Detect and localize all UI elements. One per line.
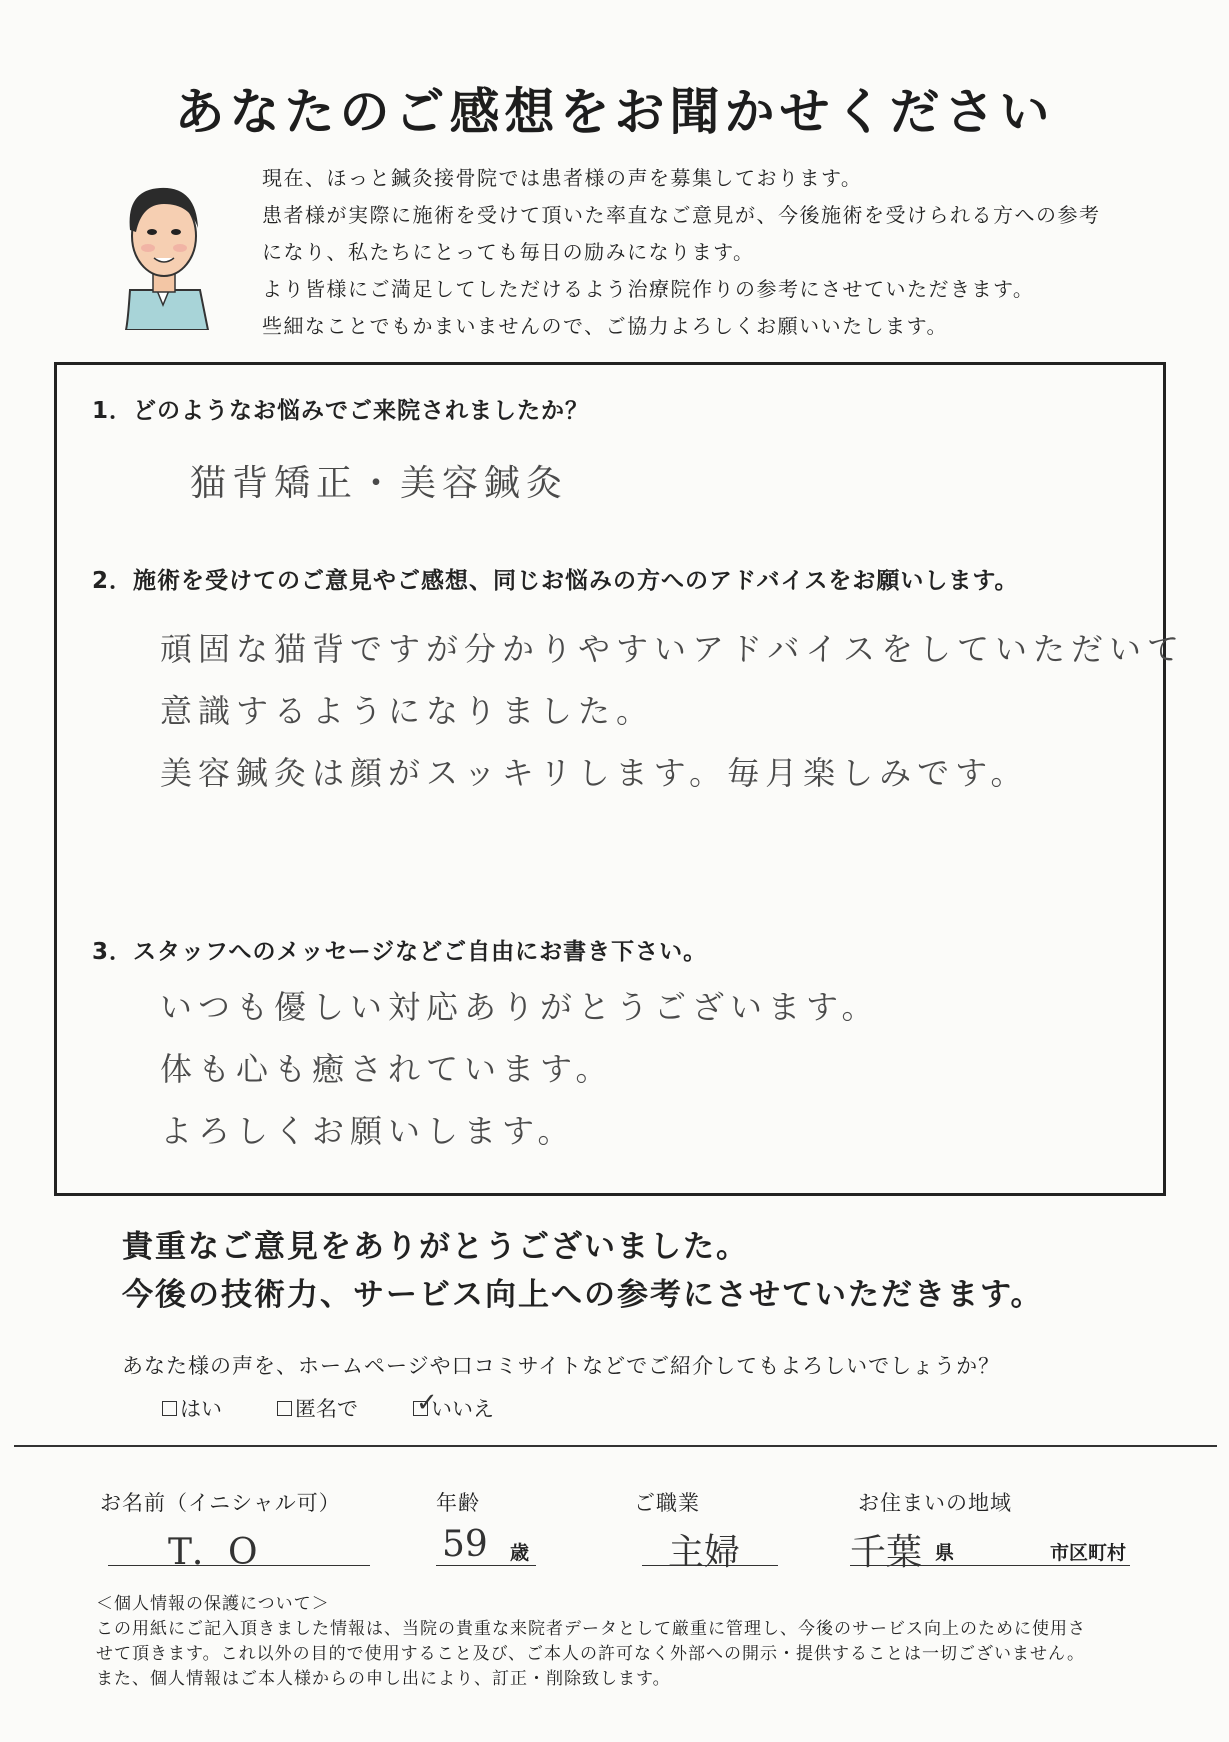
- answer-line: よろしくお願いします。: [160, 1112, 576, 1150]
- intro-line: 些細なことでもかまいませんので、ご協力よろしくお願いいたします。: [262, 314, 948, 338]
- intro-line: になり、私たちにとっても毎日の励みになります。: [262, 240, 755, 264]
- answer-line: 頑固な猫背ですが分かりやすいアドバイスをしていただいて: [160, 630, 1186, 668]
- job-label: ご職業: [634, 1491, 700, 1515]
- option-yes-label: はい: [180, 1397, 222, 1421]
- area-field-line: [850, 1565, 1130, 1566]
- age-suffix: 歳: [510, 1542, 530, 1564]
- intro-line: 現在、ほっと鍼灸接骨院では患者様の声を募集しております。: [262, 166, 863, 190]
- thanks-line: 今後の技術力、サービス向上への参考にさせていただきます。: [122, 1277, 1044, 1313]
- privacy-line: この用紙にご記入頂きました情報は、当院の貴重な来院者データとして厳重に管理し、今後のサービス向上のために使用さ: [96, 1619, 1086, 1639]
- intro-text: [262, 160, 1162, 345]
- privacy-line: せて頂きます。これ以外の目的で使用すること及び、ご本人の許可なく外部への開示・提供することは一切ございません。: [96, 1644, 1085, 1664]
- thanks-message: [122, 1223, 1044, 1319]
- area-suffix-city: 市区町村: [1050, 1542, 1127, 1564]
- question-1-answer[interactable]: 猫背矯正・美容鍼灸: [190, 463, 569, 504]
- question-3-answer[interactable]: [160, 976, 879, 1162]
- job-field-line: [642, 1565, 778, 1566]
- area-value[interactable]: 千葉: [850, 1532, 923, 1573]
- checkbox-yes[interactable]: [162, 1401, 177, 1416]
- privacy-line: また、個人情報はご本人様からの申し出により、訂正・削除致します。: [96, 1669, 671, 1689]
- checkmark-icon: ✓: [416, 1387, 438, 1418]
- area-label: お住まいの地域: [858, 1491, 1012, 1515]
- answer-line: 意識するようになりました。: [160, 692, 655, 730]
- answer-line: 体も心も癒されています。: [160, 1050, 614, 1088]
- name-label: お名前（イニシャル可）: [100, 1491, 341, 1515]
- answer-line: いつも優しい対応ありがとうございます。: [160, 988, 880, 1026]
- staff-avatar-illustration: [108, 170, 218, 330]
- area-suffix-pref: 県: [935, 1542, 955, 1564]
- intro-line: より皆様にご満足してしただけるよう治療院作りの参考にさせていただきます。: [262, 277, 1035, 301]
- age-label: 年齢: [436, 1491, 480, 1515]
- name-value[interactable]: T．O: [168, 1532, 258, 1573]
- checkbox-no[interactable]: [413, 1387, 438, 1418]
- job-value[interactable]: 主婦: [668, 1532, 741, 1573]
- answer-line: 美容鍼灸は顔がスッキリします。毎月楽しみです。: [160, 754, 1029, 792]
- question-2-label: 2．施術を受けてのご意見やご感想、同じお悩みの方へのアドバイスをお願いします。: [92, 568, 1019, 594]
- question-1-label: 1．どのようなお悩みでご来院されましたか？: [92, 398, 590, 424]
- consent-option-yes[interactable]: [162, 1393, 222, 1423]
- page-title: あなたのご感想をお聞かせください: [174, 83, 1055, 141]
- question-2-answer[interactable]: [160, 618, 1185, 804]
- age-value[interactable]: 59: [442, 1524, 488, 1565]
- privacy-notice: [96, 1592, 1086, 1692]
- consent-option-no[interactable]: [413, 1387, 494, 1423]
- option-anonymous-label: 匿名で: [295, 1397, 358, 1421]
- thanks-line: 貴重なご意見をありがとうございました。: [122, 1229, 749, 1265]
- question-3-label: 3．スタッフへのメッセージなどご自由にお書き下さい。: [92, 939, 708, 965]
- section-divider: [14, 1445, 1217, 1447]
- privacy-line: ＜個人情報の保護について＞: [96, 1594, 330, 1614]
- consent-option-anonymous[interactable]: [277, 1393, 358, 1423]
- age-field-line: [436, 1565, 536, 1566]
- intro-line: 患者様が実際に施術を受けて頂いた率直なご意見が、今後施術を受けられる方への参考: [262, 203, 1101, 227]
- name-field-line: [108, 1565, 370, 1566]
- checkbox-anonymous[interactable]: [277, 1401, 292, 1416]
- option-no-label: いいえ: [431, 1397, 494, 1421]
- consent-question: あなた様の声を、ホームページや口コミサイトなどでご紹介してもよろしいでしょうか？: [122, 1354, 1001, 1378]
